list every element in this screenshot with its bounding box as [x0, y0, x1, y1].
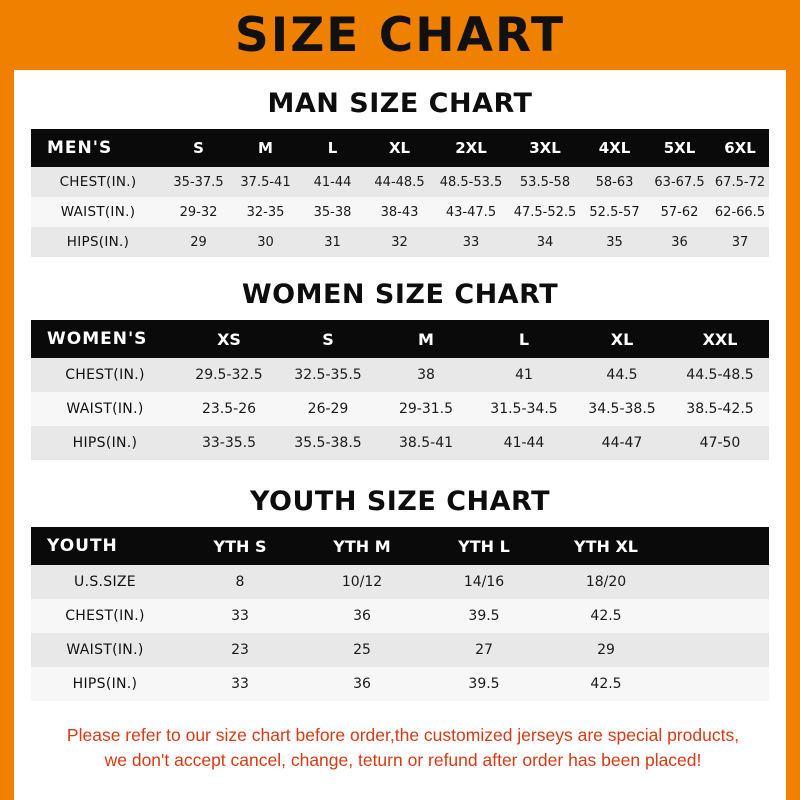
footer-note-line-2: we don't accept cancel, change, teturn or refund after order has been placed!: [104, 750, 702, 771]
man-row-1-col-0: 29-32: [179, 204, 218, 220]
youth-row-2-col-4: [667, 633, 769, 667]
man-row-2-col-3: 32: [391, 234, 408, 250]
man-row-2-col-2: 31: [324, 234, 341, 250]
banner-title: SIZE CHART: [234, 7, 566, 63]
women-header-6: XXL: [702, 329, 738, 349]
youth-row-3-col-0: 33: [231, 676, 249, 692]
man-row-2-col-5: 34: [536, 234, 554, 250]
table-row: [31, 633, 769, 667]
women-row-1-col-4: 34.5-38.5: [588, 401, 656, 417]
youth-row-1-label: CHEST(IN.): [65, 608, 145, 624]
man-row-0-col-3: 44-48.5: [374, 174, 425, 190]
women-header-0: WOMEN'S: [47, 329, 148, 349]
women-row-1-col-0: 23.5-26: [201, 401, 257, 417]
footer-note-line-1: Please refer to our size chart before order,the customized jerseys are special products,: [66, 725, 740, 745]
women-row-0-col-0: 29.5-32.5: [195, 367, 263, 383]
women-row-0-col-5: 44.5-48.5: [686, 367, 754, 383]
women-row-0-col-2: 38: [417, 367, 435, 383]
women-header-5: XL: [610, 329, 634, 349]
youth-header-1: YTH S: [213, 536, 267, 556]
youth-row-2-col-3: 29: [597, 642, 615, 658]
women-row-2-col-2: 38.5-41: [398, 435, 454, 451]
youth-row-0-col-1: 10/12: [341, 574, 383, 590]
youth-table-header-row: [31, 527, 769, 565]
women-row-0-col-3: 41: [515, 367, 533, 383]
youth-row-0-col-2: 14/16: [463, 574, 505, 590]
table-row: [31, 599, 769, 633]
youth-row-3-col-1: 36: [353, 676, 371, 692]
youth-row-1-col-3: 42.5: [590, 608, 622, 624]
man-row-2-col-7: 36: [671, 234, 688, 250]
women-row-1-col-5: 38.5-42.5: [686, 401, 754, 417]
youth-row-1-col-4: [667, 599, 769, 633]
man-row-1-col-8: 62-66.5: [714, 204, 766, 220]
youth-row-0-col-0: 8: [235, 574, 245, 590]
man-row-0-col-7: 63-67.5: [654, 174, 705, 190]
women-section-title: WOMEN SIZE CHART: [241, 279, 559, 310]
women-row-2-label: HIPS(IN.): [72, 435, 138, 451]
youth-row-2-col-2: 27: [475, 642, 493, 658]
man-row-1-col-3: 38-43: [380, 204, 419, 220]
man-header-6: 3XL: [529, 139, 561, 157]
women-row-0-col-4: 44.5: [606, 367, 638, 383]
man-row-0-col-8: 67.5-72: [714, 174, 766, 190]
women-header-2: S: [322, 329, 334, 349]
youth-header-0: YOUTH: [47, 536, 118, 556]
man-header-3: L: [327, 139, 338, 157]
man-header-4: XL: [388, 139, 411, 157]
women-header-3: M: [418, 329, 434, 349]
man-header-5: 2XL: [455, 139, 487, 157]
man-table-header-row: [31, 129, 769, 167]
man-row-1-label: WAIST(IN.): [60, 204, 136, 220]
man-row-0-col-6: 58-63: [595, 174, 634, 190]
table-row: [31, 167, 769, 197]
youth-row-0-label: U.S.SIZE: [74, 574, 136, 590]
youth-row-0-col-4: [667, 565, 769, 599]
man-header-1: S: [193, 139, 204, 157]
man-row-2-label: HIPS(IN.): [66, 234, 130, 250]
footer-note: [28, 723, 778, 774]
youth-row-3-col-3: 42.5: [590, 676, 622, 692]
youth-row-2-col-0: 23: [231, 642, 249, 658]
man-row-0-col-4: 48.5-53.5: [439, 174, 503, 190]
table-row: [31, 426, 769, 460]
man-header-8: 5XL: [663, 139, 696, 157]
table-row: [31, 227, 769, 257]
youth-row-1-col-0: 33: [231, 608, 249, 624]
man-row-1-col-5: 47.5-52.5: [513, 204, 577, 220]
women-header-4: L: [518, 329, 530, 349]
women-row-2-col-4: 44-47: [601, 435, 643, 451]
women-row-2-col-1: 35.5-38.5: [294, 435, 362, 451]
man-row-0-col-5: 53.5-58: [519, 174, 571, 190]
man-row-0-label: CHEST(IN.): [59, 174, 137, 190]
women-header-1: XS: [217, 329, 241, 349]
youth-header-3: YTH L: [458, 536, 510, 556]
table-row: [31, 197, 769, 227]
man-header-7: 4XL: [598, 139, 631, 157]
man-row-1-col-6: 52.5-57: [589, 204, 640, 220]
man-section-title: MAN SIZE CHART: [267, 88, 533, 119]
man-header-2: M: [258, 139, 273, 157]
youth-row-3-col-2: 39.5: [468, 676, 500, 692]
women-size-table: [31, 320, 769, 460]
youth-header-2: YTH M: [333, 536, 391, 556]
women-row-1-col-1: 26-29: [307, 401, 349, 417]
youth-row-0-col-3: 18/20: [585, 574, 627, 590]
man-row-2-col-0: 29: [190, 234, 207, 250]
banner: [0, 0, 800, 70]
women-table-header-row: [31, 320, 769, 358]
table-row: [31, 565, 769, 599]
man-row-0-col-0: 35-37.5: [173, 174, 224, 190]
women-row-2-col-0: 33-35.5: [201, 435, 257, 451]
man-header-9: 6XL: [724, 139, 756, 157]
women-row-0-label: CHEST(IN.): [65, 367, 145, 383]
man-header-0: MEN'S: [47, 138, 113, 158]
youth-row-1-col-2: 39.5: [468, 608, 500, 624]
youth-row-3-label: HIPS(IN.): [72, 676, 138, 692]
women-row-1-col-2: 29-31.5: [398, 401, 454, 417]
women-row-1-col-3: 31.5-34.5: [490, 401, 558, 417]
women-row-2-col-5: 47-50: [699, 435, 741, 451]
man-row-1-col-4: 43-47.5: [445, 204, 497, 220]
man-row-0-col-2: 41-44: [313, 174, 352, 190]
man-row-1-col-7: 57-62: [660, 204, 699, 220]
youth-row-2-col-1: 25: [353, 642, 371, 658]
youth-section-title: YOUTH SIZE CHART: [249, 486, 551, 517]
table-row: [31, 358, 769, 392]
man-size-table: [31, 129, 769, 257]
man-row-2-col-8: 37: [731, 234, 749, 250]
man-row-2-col-1: 30: [257, 234, 274, 250]
youth-header-5: [667, 527, 769, 565]
man-row-2-col-4: 33: [462, 234, 480, 250]
man-row-2-col-6: 35: [606, 234, 623, 250]
women-row-2-col-3: 41-44: [503, 435, 545, 451]
youth-size-table: [31, 527, 769, 701]
table-row: [31, 392, 769, 426]
women-row-1-label: WAIST(IN.): [66, 401, 144, 417]
man-row-1-col-1: 32-35: [246, 204, 285, 220]
man-row-1-col-2: 35-38: [313, 204, 352, 220]
table-row: [31, 667, 769, 701]
content: [14, 88, 786, 774]
youth-row-3-col-4: [667, 667, 769, 701]
youth-row-1-col-1: 36: [353, 608, 371, 624]
man-row-0-col-1: 37.5-41: [240, 174, 291, 190]
youth-row-2-label: WAIST(IN.): [66, 642, 144, 658]
youth-header-4: YTH XL: [574, 536, 638, 556]
women-row-0-col-1: 32.5-35.5: [294, 367, 362, 383]
